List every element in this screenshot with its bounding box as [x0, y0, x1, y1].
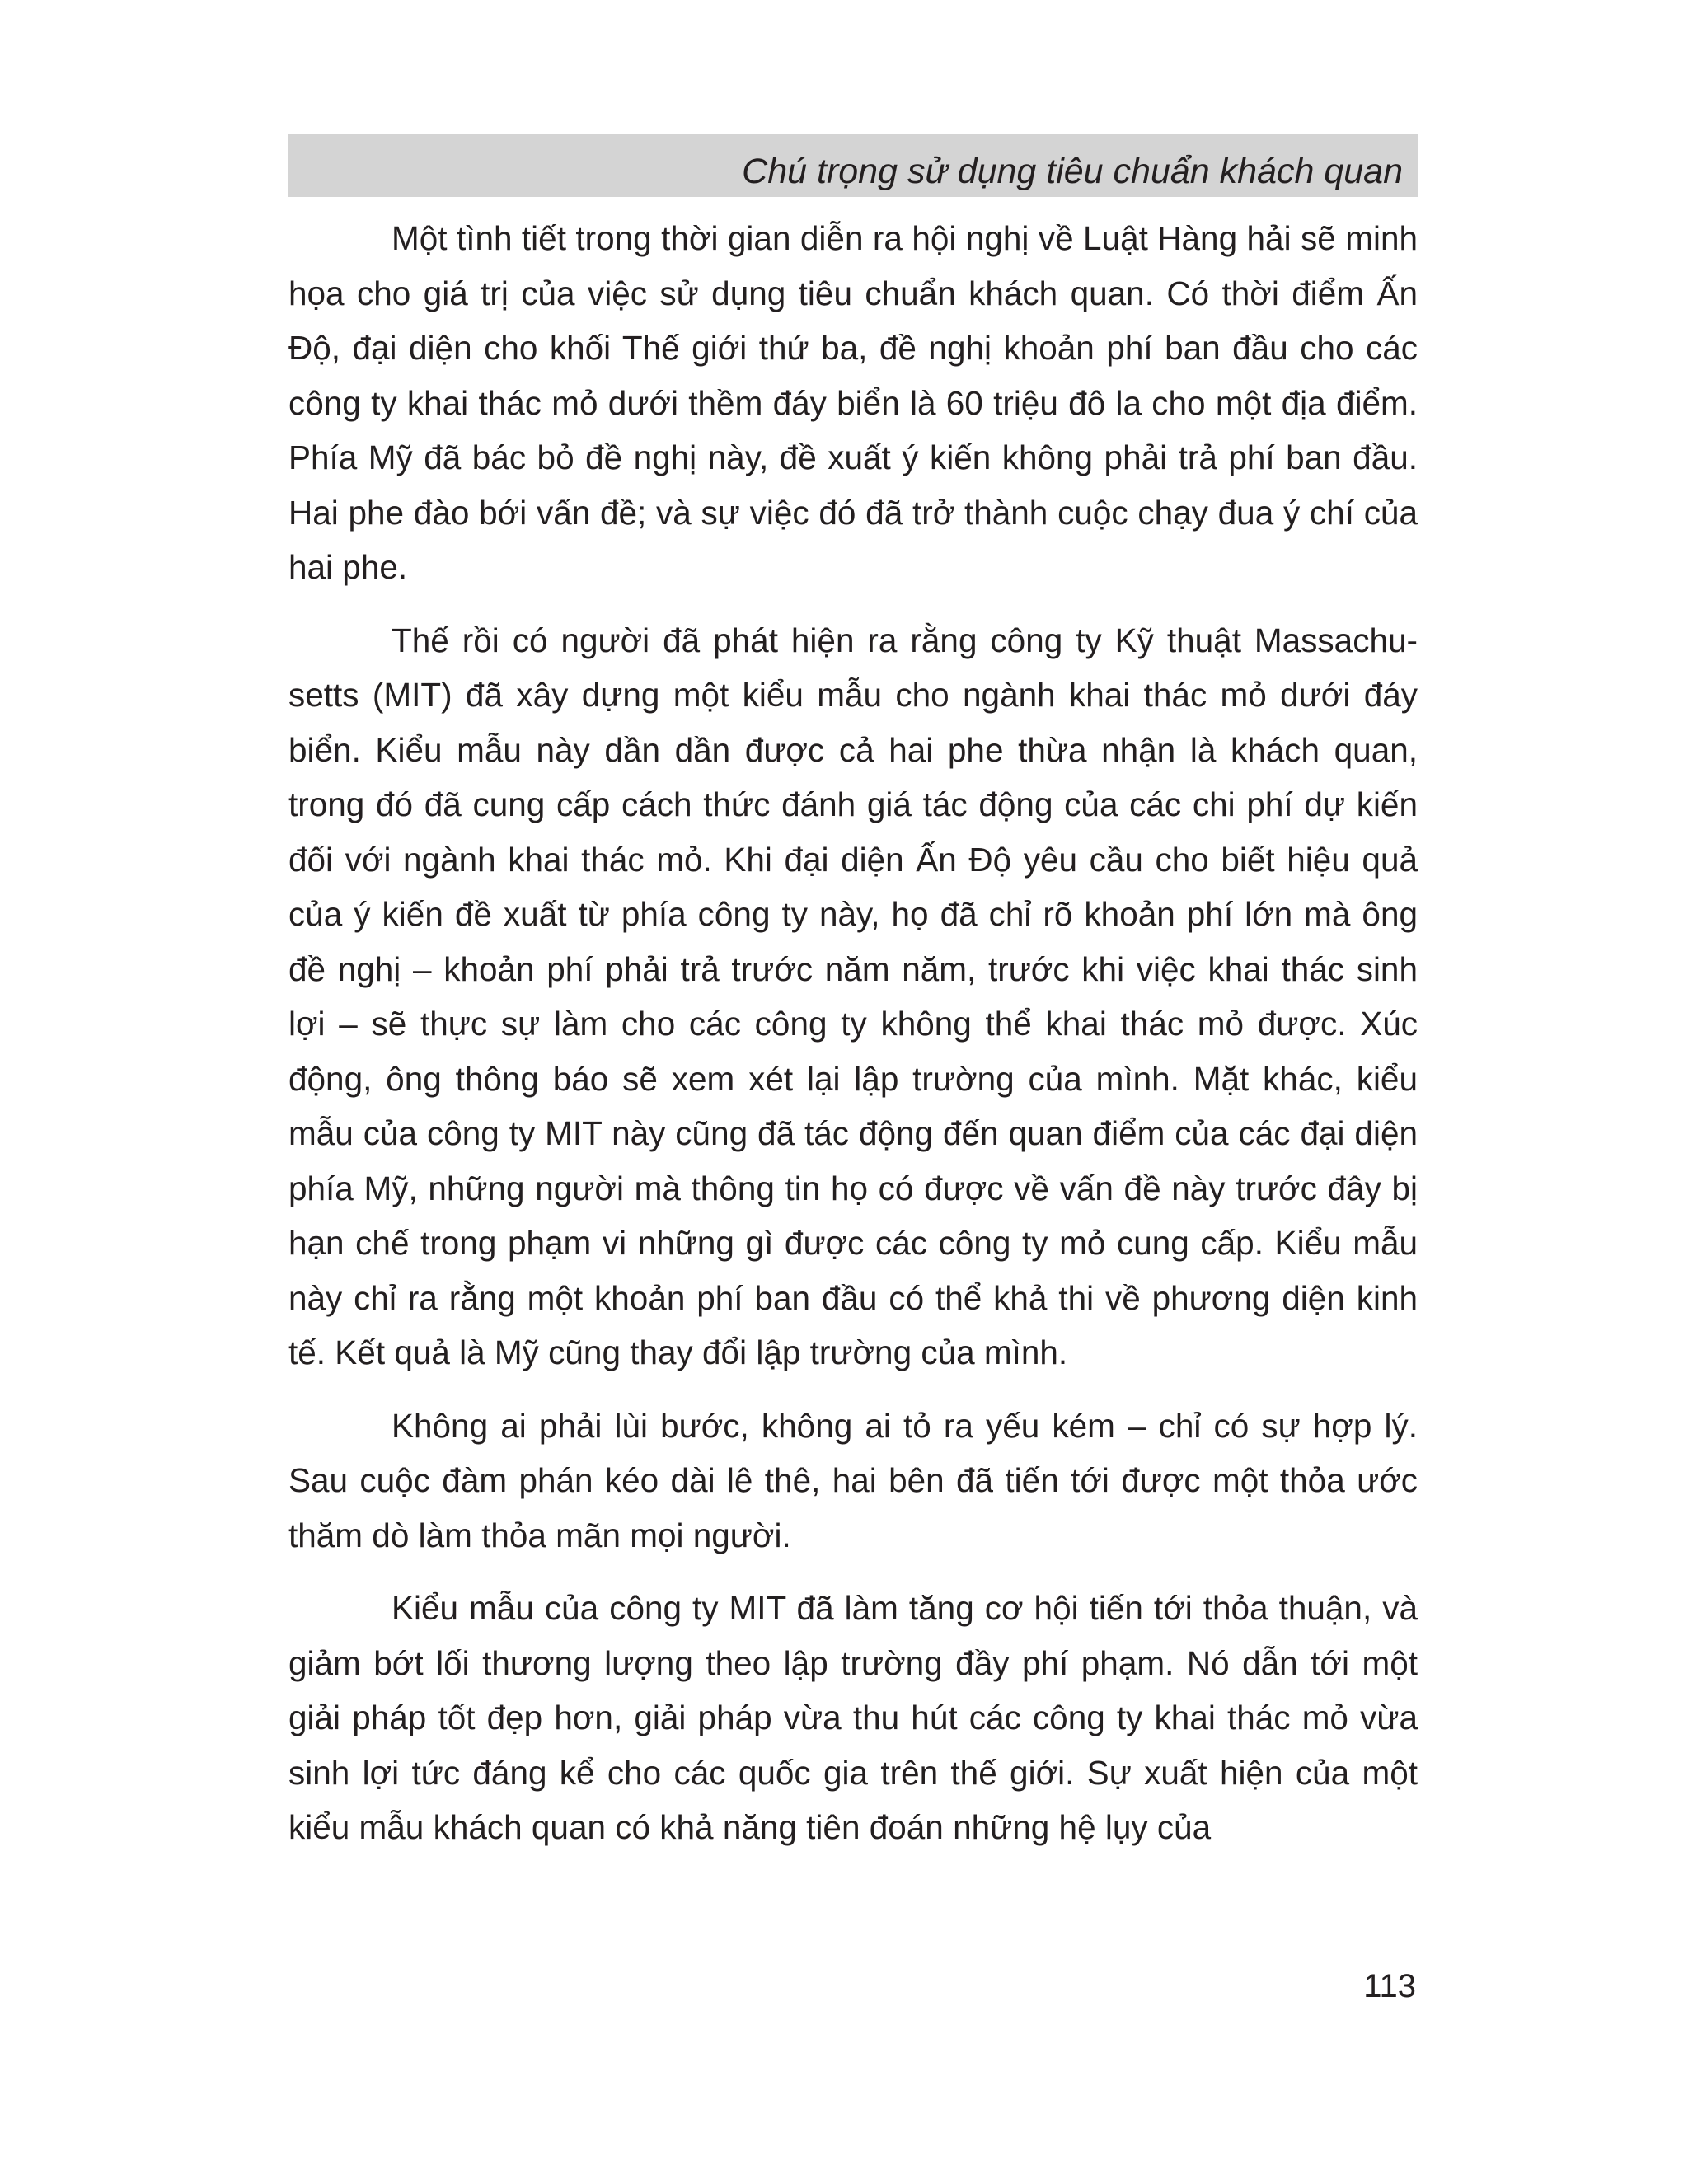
page-number: 113 — [1363, 1968, 1416, 2004]
paragraph-4: Kiểu mẫu của công ty MIT đã làm tăng cơ hội tiến tới thỏa thuận, và giảm bớt lối thương lượng theo lập trường đầy phí phạm. Nó dẫn tới một giải pháp tốt đẹp hơn, giải pháp vừa thu hút các công ty khai thác mỏ vừa sinh lợi tức đáng kể cho các quốc gia trên thế giới. Sự xuất hiện của một kiểu mẫu khách quan có khả năng tiên đoán những hệ lụy của — [288, 1589, 1418, 1846]
body-text — [288, 211, 1418, 1873]
paragraph-1: Một tình tiết trong thời gian diễn ra hội nghị về Luật Hàng hải sẽ minh họa cho giá trị của việc sử dụng tiêu chuẩn khách quan. Có thời điểm Ấn Độ, đại diện cho khối Thế giới thứ ba, đề nghị khoản phí ban đầu cho các công ty khai thác mỏ dưới thềm đáy biển là 60 triệu đô la cho một địa điểm. Phía Mỹ đã bác bỏ đề nghị này, đề xuất ý kiến không phải trả phí ban đầu. Hai phe đào bới vấn đề; và sự việc đó đã trở thành cuộc chạy đua ý chí của hai phe. — [288, 219, 1418, 586]
paragraph-3: Không ai phải lùi bước, không ai tỏ ra yếu kém – chỉ có sự hợp lý. Sau cuộc đàm phán kéo dài lê thê, hai bên đã tiến tới được một thỏa ước thăm dò làm thỏa mãn mọi người. — [288, 1406, 1418, 1554]
running-header-title: Chú trọng sử dụng tiêu chuẩn khách quan — [742, 152, 1403, 191]
paragraph-2: Thế rồi có người đã phát hiện ra rằng công ty Kỹ thuật Massachusetts (MIT) đã xây dựng một kiểu mẫu cho ngành khai thác mỏ dưới đáy biển. Kiểu mẫu này dần dần được cả hai phe thừa nhận là khách quan, trong đó đã cung cấp cách thức đánh giá tác động của các chi phí dự kiến đối với ngành khai thác mỏ. Khi đại diện Ấn Độ yêu cầu cho biết hiệu quả của ý kiến đề xuất từ phía công ty này, họ đã chỉ rõ khoản phí lớn mà ông đề nghị – khoản phí phải trả trước năm năm, trước khi việc khai thác sinh lợi – sẽ thực sự làm cho các công ty không thể khai thác mỏ được. Xúc động, ông thông báo sẽ xem xét lại lập trường của mình. Mặt khác, kiểu mẫu của công ty MIT này cũng đã tác động đến quan điểm của các đại diện phía Mỹ, những người mà thông tin họ có được về vấn đề này trước đây bị hạn chế trong phạm vi những gì được các công ty mỏ cung cấp. Kiểu mẫu này chỉ ra rằng một khoản phí ban đầu có thể khả thi về phương diện kinh tế. Kết quả là Mỹ cũng thay đổi lập trường của mình. — [288, 621, 1418, 1371]
running-header — [288, 134, 1418, 197]
